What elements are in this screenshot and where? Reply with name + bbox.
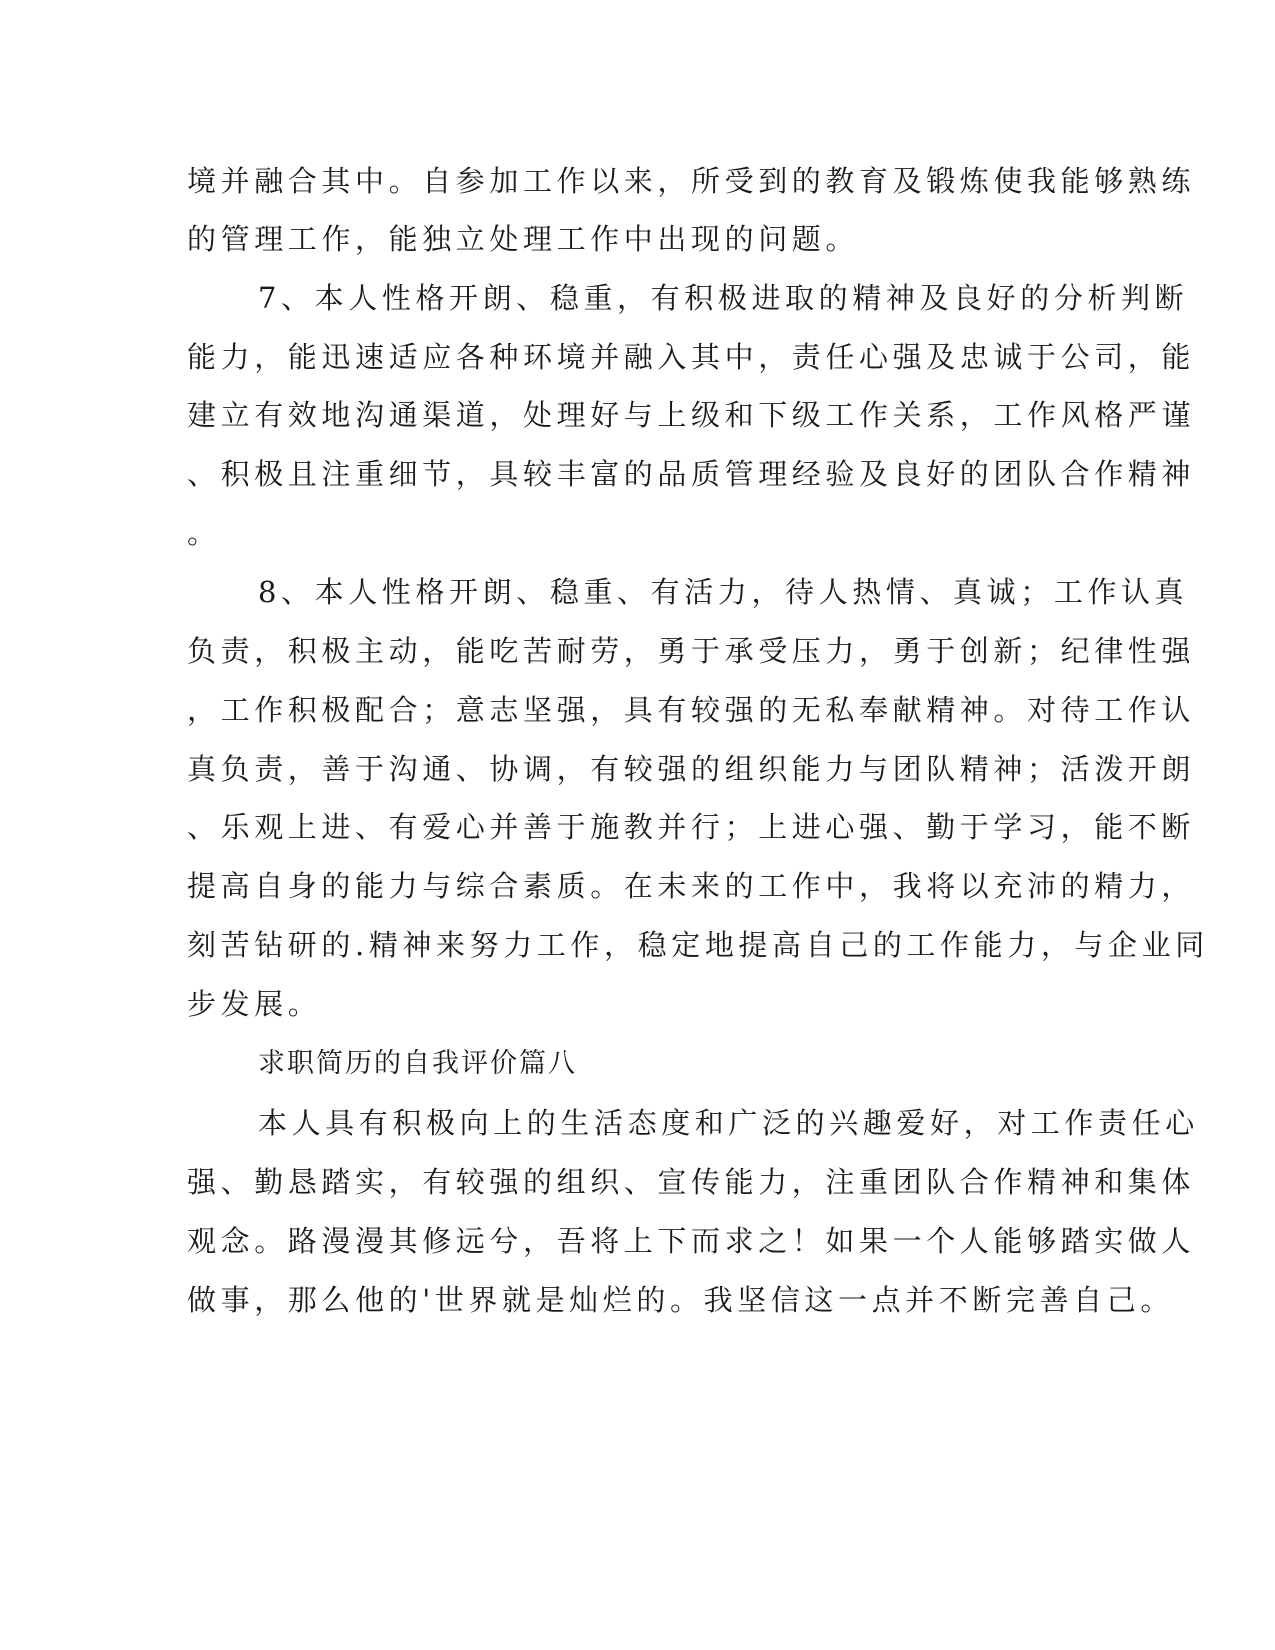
text-line: 7、本人性格开朗、稳重，有积极进取的精神及良好的分析判断 <box>258 281 1189 315</box>
text-line: 建立有效地沟通渠道，处理好与上级和下级工作关系，工作风格严谨 <box>187 398 1196 432</box>
text-line: 提高自身的能力与综合素质。在未来的工作中，我将以充沛的精力， <box>187 869 1196 903</box>
text-line: 负责，积极主动，能吃苦耐劳，勇于承受压力，勇于创新；纪律性强 <box>187 634 1196 668</box>
text-line: 8、本人性格开朗、稳重、有活力，待人热情、真诚；工作认真 <box>258 575 1189 609</box>
text-line: 刻苦钻研的.精神来努力工作，稳定地提高自己的工作能力，与企业同 <box>187 928 1209 962</box>
section-heading: 求职简历的自我评价篇八 <box>258 1048 577 1079</box>
text-line: 、积极且注重细节，具较丰富的品质管理经验及良好的团队合作精神 <box>187 457 1196 491</box>
text-line: 强、勤恳踏实，有较强的组织、宣传能力，注重团队合作精神和集体 <box>187 1165 1196 1199</box>
text-line: 观念。路漫漫其修远兮，吾将上下而求之！如果一个人能够踏实做人 <box>187 1224 1196 1258</box>
text-line: 做事，那么他的'世界就是灿烂的。我坚信这一点并不断完善自己。 <box>187 1283 1174 1317</box>
text-line: 境并融合其中。自参加工作以来，所受到的教育及锻炼使我能够熟练 <box>187 164 1196 198</box>
text-line: ，工作积极配合；意志坚强，具有较强的无私奉献精神。对待工作认 <box>187 693 1196 727</box>
text-line: 能力，能迅速适应各种环境并融入其中，责任心强及忠诚于公司，能 <box>187 340 1196 374</box>
text-line: 的管理工作，能独立处理工作中出现的问题。 <box>187 222 860 256</box>
text-line: 。 <box>187 516 221 550</box>
text-line: 步发展。 <box>187 987 322 1021</box>
text-line: 本人具有积极向上的生活态度和广泛的兴趣爱好，对工作责任心 <box>258 1106 1199 1140</box>
text-line: 真负责，善于沟通、协调，有较强的组织能力与团队精神；活泼开朗 <box>187 752 1196 786</box>
text-line: 、乐观上进、有爱心并善于施教并行；上进心强、勤于学习，能不断 <box>187 810 1196 844</box>
